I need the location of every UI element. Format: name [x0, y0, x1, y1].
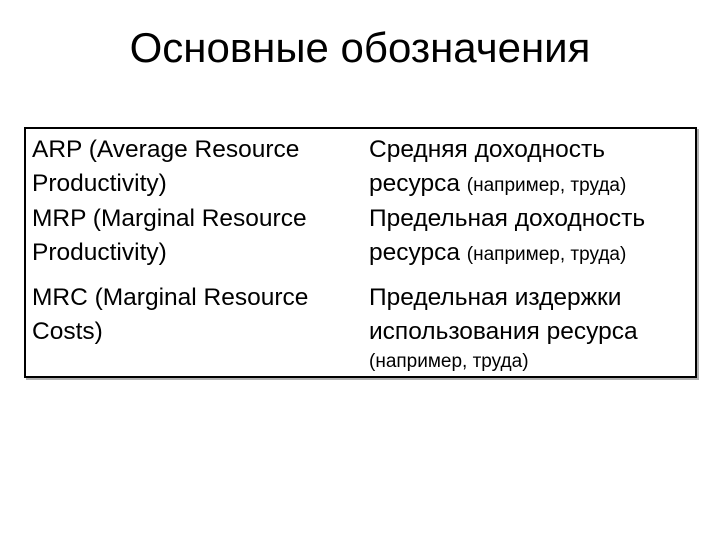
term-definition: [369, 133, 626, 203]
term-definition-note: (например, труда): [369, 351, 529, 372]
term-definition-text: ресурса: [369, 239, 460, 266]
term-abbreviation: [32, 281, 308, 349]
term-definition-note: (например, труда): [466, 244, 627, 265]
term-definition-text: ресурса: [369, 170, 460, 197]
term-definition-line: Средняя доходность: [369, 136, 605, 163]
term-abbreviation: [32, 202, 307, 270]
term-definition-line: [369, 167, 626, 203]
term-definition-line: Предельная издержки: [369, 284, 622, 311]
term-abbreviation-line: Costs): [32, 318, 103, 345]
slide-title: Основные обозначения: [129, 24, 591, 71]
term-abbreviation-line: Productivity): [32, 170, 167, 197]
term-abbreviation: [32, 133, 299, 201]
term-definition-note: (например, труда): [466, 175, 627, 196]
terms-table: [24, 127, 697, 378]
term-abbreviation-line: Productivity): [32, 239, 167, 266]
term-definition: [369, 281, 638, 375]
term-definition-line: Предельная доходность: [369, 205, 646, 232]
term-abbreviation-line: MRC (Marginal Resource: [32, 284, 309, 311]
term-abbreviation-line: MRP (Marginal Resource: [32, 205, 307, 232]
term-definition-line: [369, 236, 645, 272]
term-abbreviation-line: ARP (Average Resource: [32, 136, 300, 163]
term-definition-line: использования ресурса: [369, 318, 638, 345]
term-definition: [369, 202, 645, 272]
